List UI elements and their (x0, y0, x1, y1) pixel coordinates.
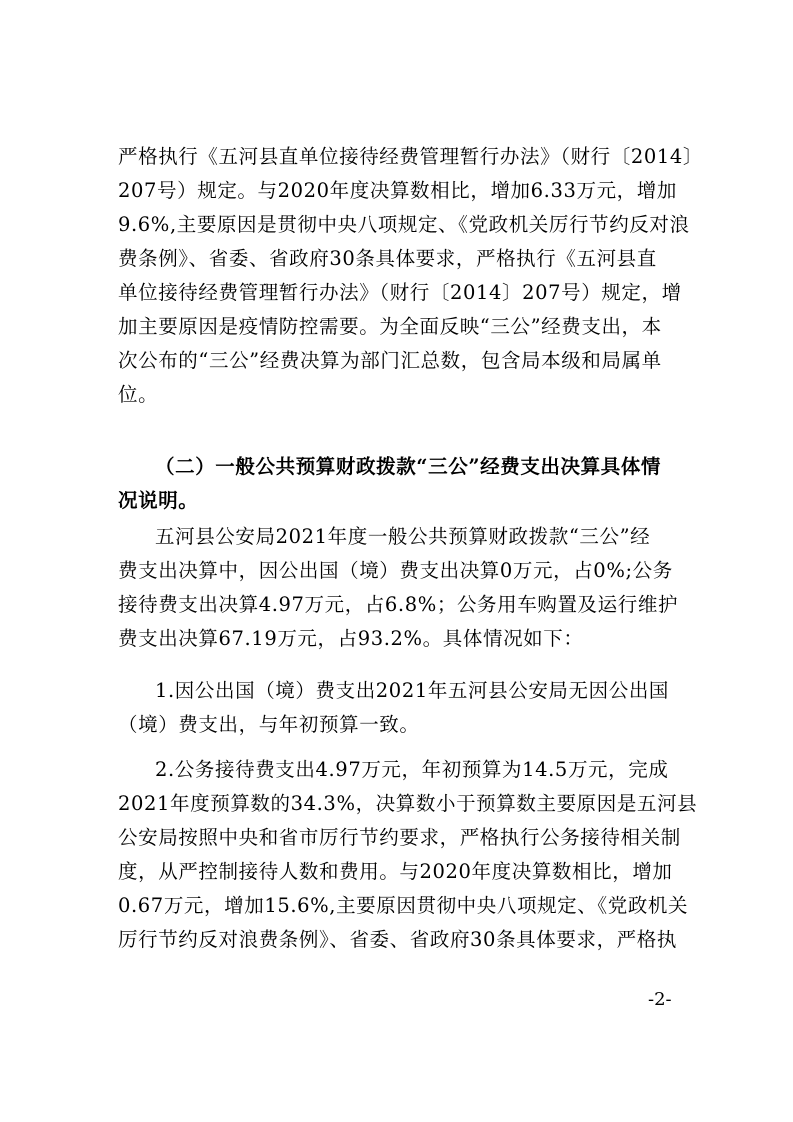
text-line: 单位接待经费管理暂行办法》（财行〔2014〕207号）规定，增 (118, 281, 682, 304)
text-line: 2.公务接待费支出4.97万元，年初预算为14.5万元，完成 (155, 758, 669, 781)
text-line: 接待费支出决算4.97万元，占6.8%；公务用车购置及运行维护 (118, 593, 679, 616)
text-line: 五河县公安局2021年度一般公共预算财政拨款“三公”经 (155, 525, 651, 548)
text-line: 0.67万元，增加15.6%,主要原因贯彻中央八项规定、《党政机关 (118, 894, 689, 917)
text-line: 费支出决算中，因公出国（境）费支出决算0万元，占0%;公务 (118, 559, 673, 582)
page-number: -2- (648, 989, 672, 1010)
text-line: 2021年度预算数的34.3%，决算数小于预算数主要原因是五河县 (118, 792, 698, 815)
heading-line: （二）一般公共预算财政拨款“三公”经费支出决算具体情 (155, 455, 662, 478)
text-line: 度，从严控制接待人数和费用。与2020年度决算数相比，增加 (118, 860, 673, 883)
text-line: （境）费支出，与年初预算一致。 (118, 713, 420, 736)
text-line: 9.6%,主要原因是贯彻中央八项规定、《党政机关厉行节约反对浪 (118, 213, 690, 236)
text-line: 加主要原因是疫情防控需要。为全面反映“三公”经费支出，本 (118, 315, 662, 338)
text-line: 207号）规定。与2020年度决算数相比，增加6.33万元，增加 (118, 179, 677, 202)
text-line: 1.因公出国（境）费支出2021年五河县公安局无因公出国 (155, 679, 670, 702)
text-line: 厉行节约反对浪费条例》、省委、省政府30条具体要求，严格执 (118, 928, 677, 951)
text-line: 费支出决算67.19万元，占93.2%。具体情况如下： (118, 627, 584, 650)
paragraph-overseas-travel (118, 674, 692, 742)
text-line: 公安局按照中央和省市厉行节约要求，严格执行公务接待相关制 (118, 826, 681, 849)
text-line: 次公布的“三公”经费决算为部门汇总数，包含局本级和局属单 (118, 349, 662, 372)
paragraph-summary (118, 520, 692, 656)
text-line: 费条例》、省委、省政府30条具体要求，严格执行《五河县直 (118, 247, 657, 270)
heading-line: 况说明。 (118, 489, 199, 512)
section-heading (118, 450, 692, 518)
paragraph-continued-reception-expense (118, 140, 703, 412)
paragraph-official-reception (118, 753, 698, 957)
text-line: 位。 (118, 383, 159, 406)
text-line: 严格执行《五河县直单位接待经费管理暂行办法》（财行〔2014〕 (118, 145, 703, 168)
